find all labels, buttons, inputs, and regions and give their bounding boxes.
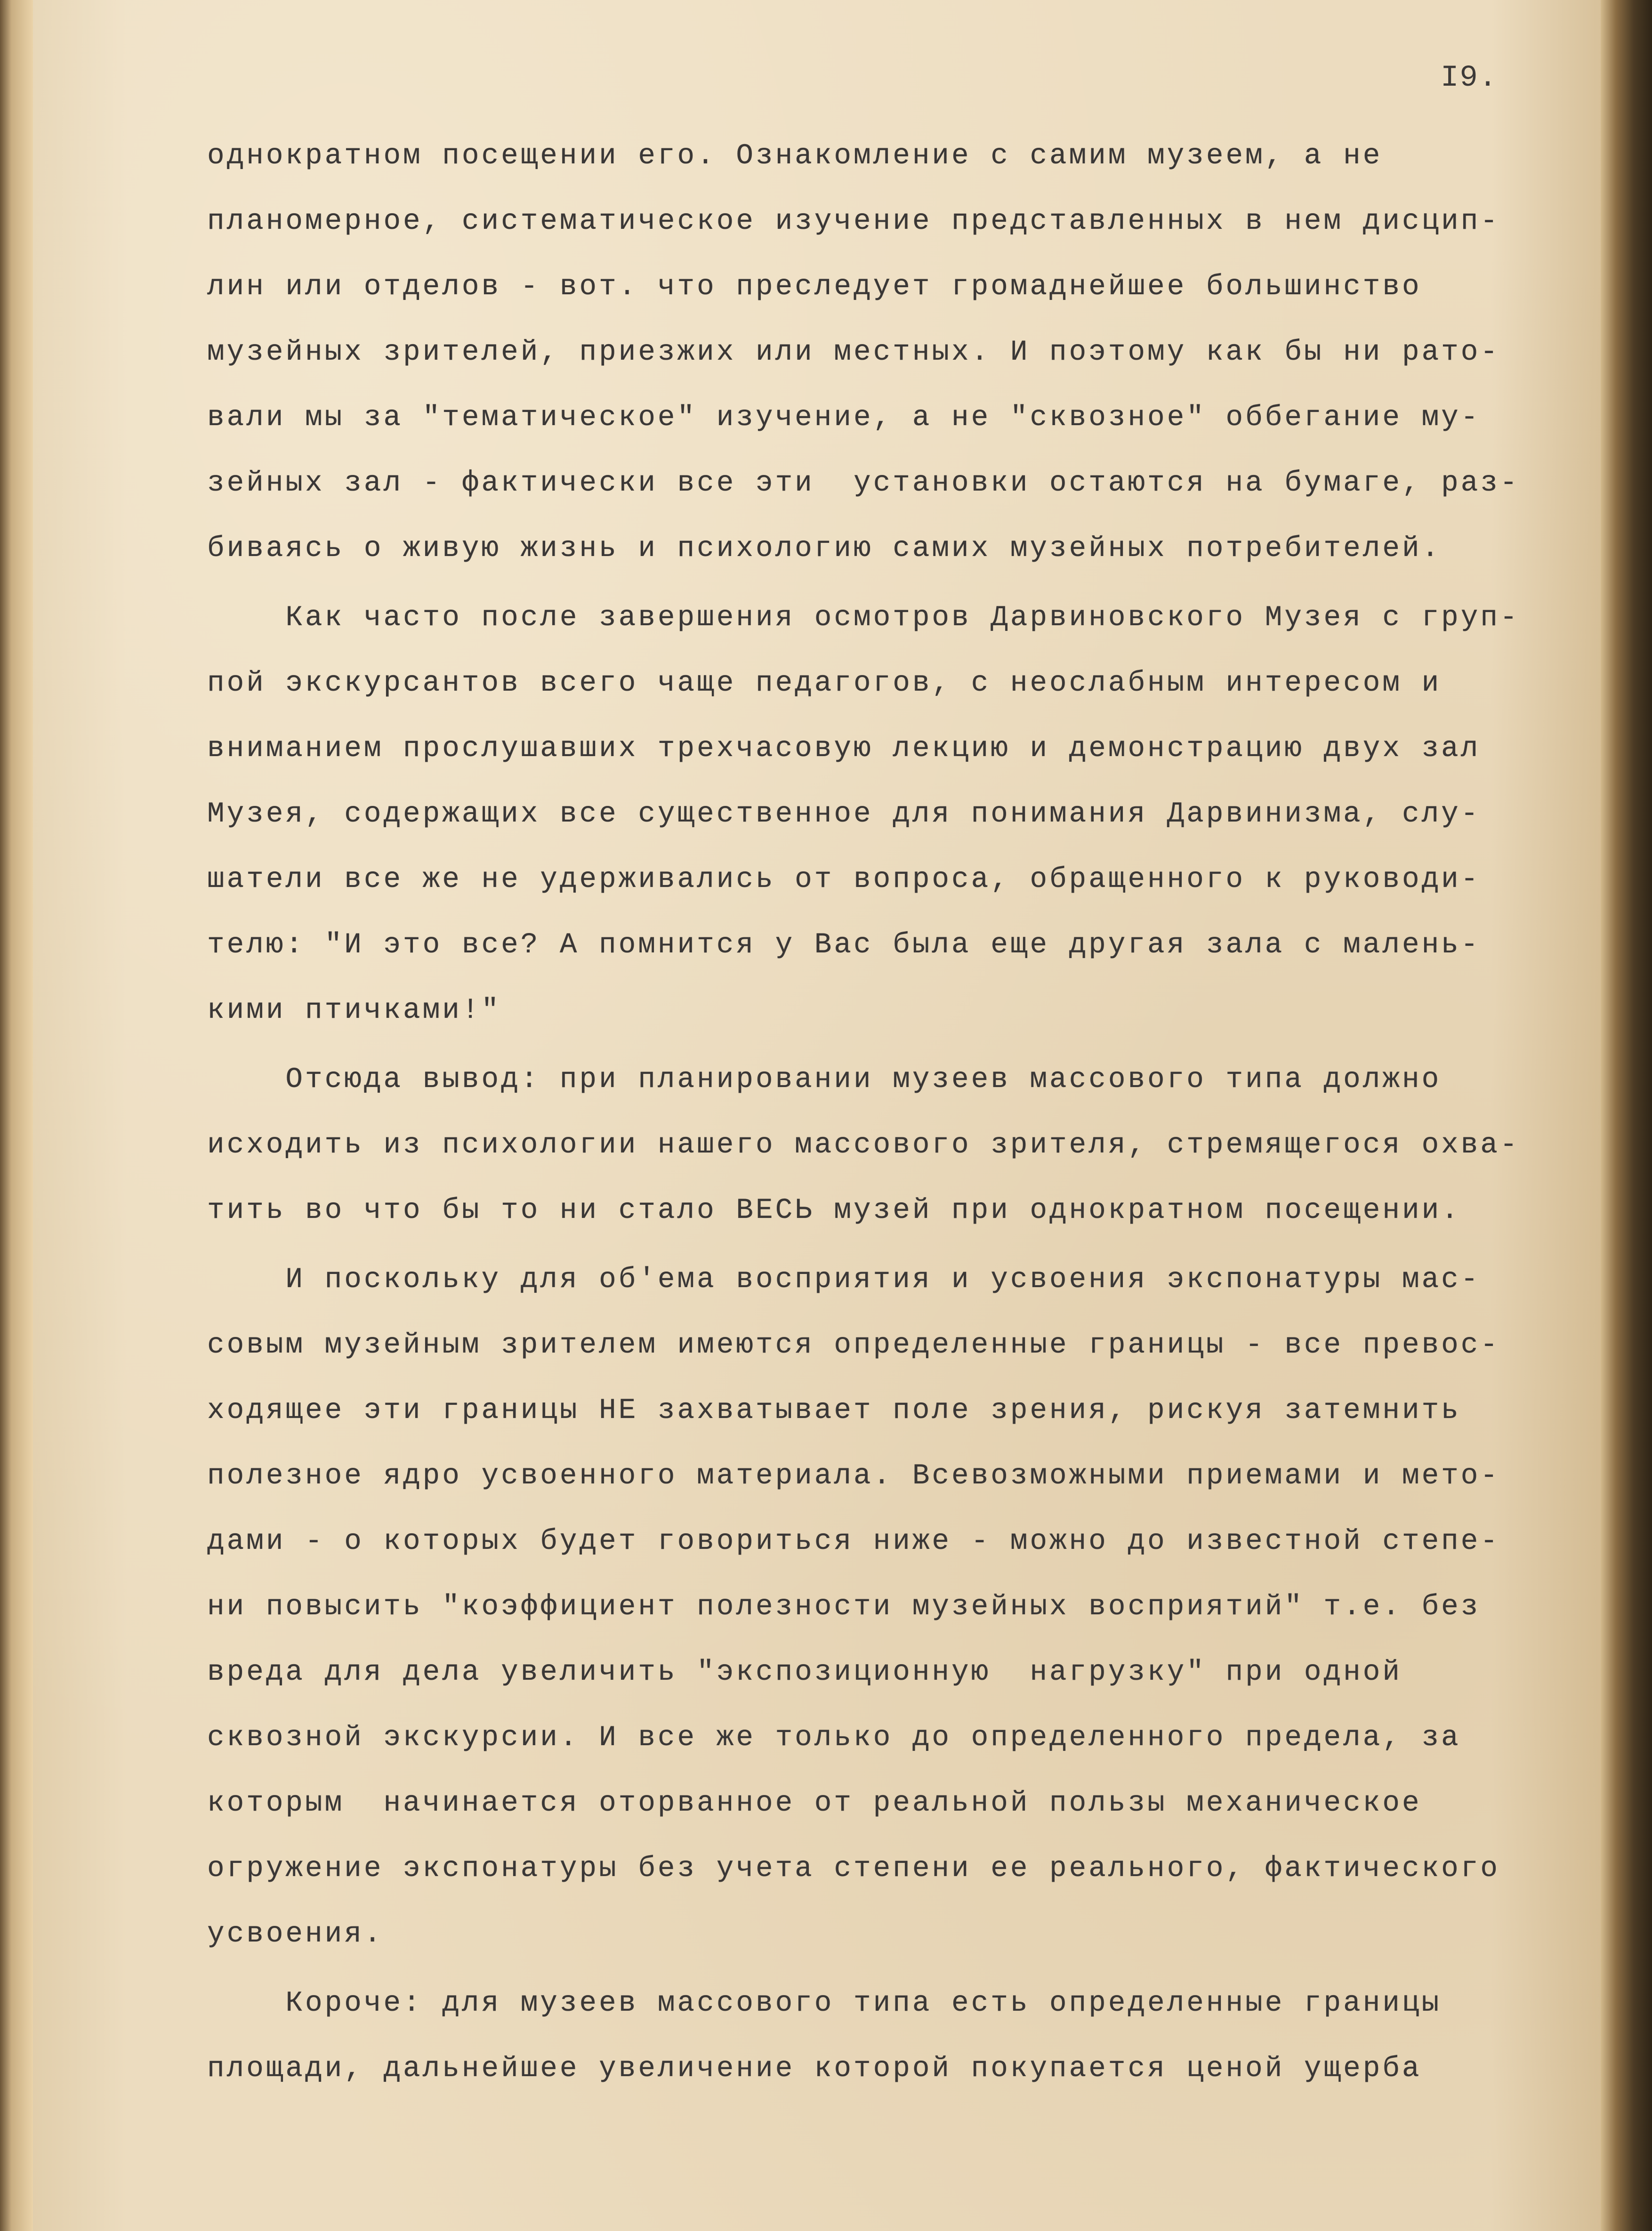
text-line: шатели все же не удерживались от вопроса, обращенного к руководи-: [207, 863, 1481, 896]
text-line: пой экскурсантов всего чаще педагогов, с неослабным интересом и: [207, 667, 1442, 700]
text-line: Короче: для музеев массового типа есть определенные границы: [207, 1987, 1442, 2020]
page-left-edge: [0, 0, 33, 2231]
text-line: однократном посещении его. Ознакомление с самим музеем, а не: [207, 140, 1383, 172]
text-line: дами - о которых будет говориться ниже - можно до известной степе-: [207, 1525, 1500, 1558]
text-line: зейных зал - фактически все эти установки остаются на бумаге, раз-: [207, 467, 1520, 499]
document-page: [33, 0, 1601, 2231]
text-line: вниманием прослушавших трехчасовую лекцию и демонстрацию двух зал: [207, 733, 1481, 765]
text-line: совым музейным зрителем имеются определенные границы - все превос-: [207, 1329, 1500, 1361]
text-line: площади, дальнейшее увеличение которой покупается ценой ущерба: [207, 2053, 1422, 2085]
typed-text-block: [207, 123, 1601, 2102]
text-line: Музея, содержащих все существенное для понимания Дарвинизма, слу-: [207, 798, 1481, 830]
text-line: полезное ядро усвоенного материала. Всевозможными приемами и мето-: [207, 1460, 1500, 1492]
text-line: сквозной экскурсии. И все же только до определенного предела, за: [207, 1722, 1461, 1754]
text-line: музейных зрителей, приезжих или местных. И поэтому как бы ни рато-: [207, 336, 1500, 369]
text-line: Отсюда вывод: при планировании музеев массового типа должно: [207, 1063, 1442, 1096]
text-line: которым начинается оторванное от реальной пользы механическое: [207, 1787, 1422, 1820]
text-line: ни повысить "коэффициент полезности музейных восприятий" т.е. без: [207, 1591, 1481, 1623]
page-right-edge: [1601, 0, 1652, 2231]
page-number: I9.: [1441, 61, 1498, 95]
text-line: вреда для дела увеличить "экспозиционную нагрузку" при одной: [207, 1656, 1402, 1689]
text-line: тить во что бы то ни стало ВЕСЬ музей при однократном посещении.: [207, 1194, 1461, 1227]
text-line: вали мы за "тематическое" изучение, а не "сквозное" оббегание му-: [207, 402, 1481, 434]
text-line: кими птичками!": [207, 994, 501, 1027]
text-line: планомерное, систематическое изучение представленных в нем дисцип-: [207, 205, 1500, 238]
text-line: И поскольку для об'ема восприятия и усвоения экспонатуры мас-: [207, 1264, 1481, 1296]
text-line: исходить из психологии нашего массового зрителя, стремящегося охва-: [207, 1129, 1520, 1161]
text-line: биваясь о живую жизнь и психологию самих музейных потребителей.: [207, 532, 1442, 565]
text-line: телю: "И это все? А помнится у Вас была еще другая зала с малень-: [207, 929, 1481, 961]
text-line: огружение экспонатуры без учета степени ее реального, фактического: [207, 1852, 1500, 1885]
text-line: Как часто после завершения осмотров Дарвиновского Музея с груп-: [207, 602, 1520, 634]
text-line: лин или отделов - вот. что преследует громаднейшее большинство: [207, 271, 1422, 303]
text-line: усвоения.: [207, 1918, 384, 1950]
text-line: ходящее эти границы НЕ захватывает поле зрения, рискуя затемнить: [207, 1394, 1461, 1427]
